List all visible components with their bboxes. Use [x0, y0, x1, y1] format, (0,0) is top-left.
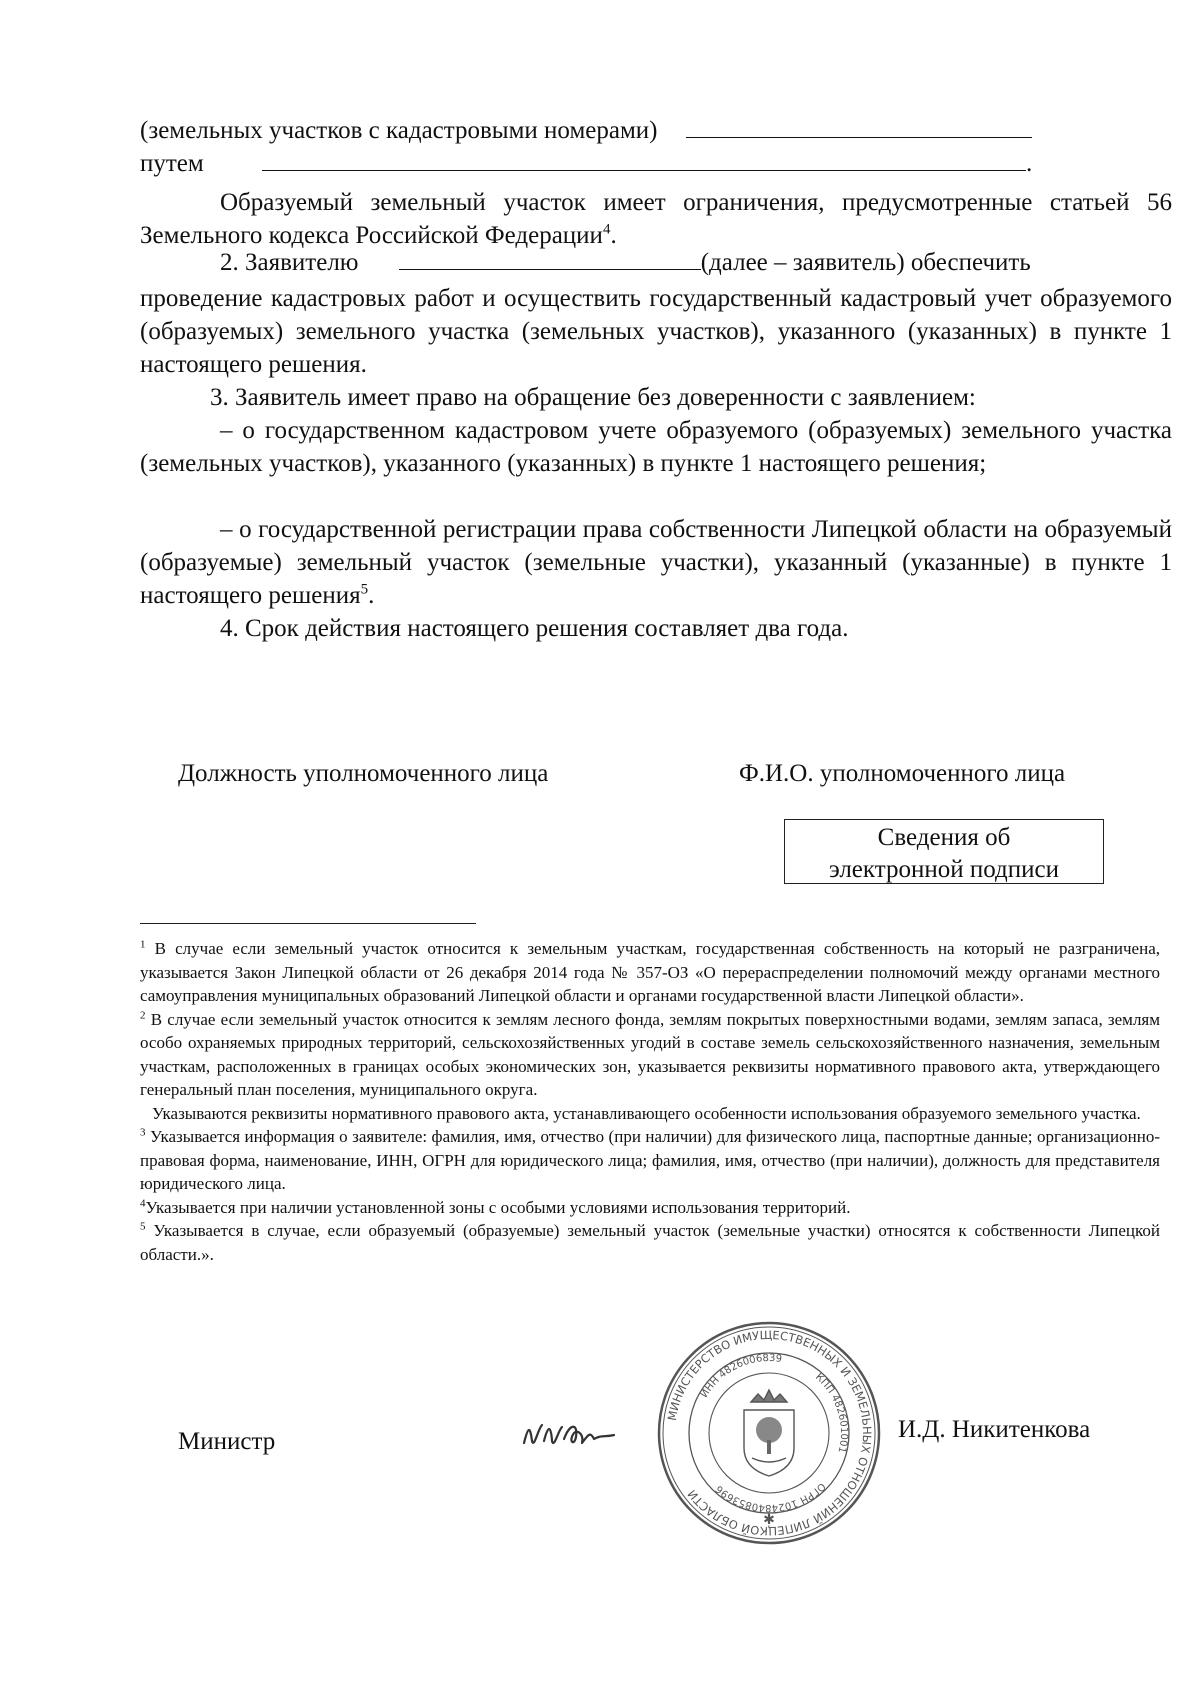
cadastral-works-text: проведение кадастровых работ и осуществить государственный кадастровый учет образуемого (образуемых) земельного участка (земельных участков), указанного (указанных) в пункте 1 настоящего решения.: [140, 285, 1172, 378]
validity-paragraph: [220, 612, 1172, 645]
esig-line-1: Сведения об: [877, 824, 1011, 851]
applicant-rights-paragraph: [210, 381, 1172, 414]
applicant-rights-text: 3. Заявитель имеет право на обращение без доверенности с заявлением:: [210, 384, 976, 411]
footnote-4: $^4$Указывается при наличии установленной зоны с особыми условиями использования территорий.: [140, 1196, 851, 1217]
cadastral-accounting-text: – о государственном кадастровом учете образуемого (образуемых) земельного участка (земельных участков), указанного (указанных) в пункте 1 настоящего решения;: [140, 417, 1172, 477]
electronic-signature-box: [784, 819, 1104, 884]
stamp-ogrn-text: ОГРН 1024840853696: [713, 1480, 828, 1514]
ownership-registration-item: [140, 513, 1172, 612]
cadastral-numbers-blank: [686, 137, 1032, 138]
stamp-outer-text: МИНИСТЕРСТВО ИМУЩЕСТВЕННЫХ И ЗЕМЕЛЬНЫХ ОТНОШЕНИЙ ЛИПЕЦКОЙ ОБЛАСТИ: [664, 1327, 875, 1539]
cadastral-numbers-line: [140, 117, 1172, 145]
cadastral-numbers-label: (земельных участков с кадастровыми номерами): [140, 117, 658, 144]
signer-name: И.Д. Никитенкова: [898, 1416, 1091, 1443]
footnote-2-continuation: Указываются реквизиты нормативного правового акта, устанавливающего особенности использования образуемого земельного участка.: [152, 1103, 1141, 1123]
cadastral-works-paragraph: [140, 282, 1172, 381]
method-blank: [262, 170, 1026, 171]
applicant-line: [220, 249, 1170, 277]
stamp-kpp-text: КПП 482601001: [812, 1371, 850, 1455]
restrictions-paragraph: [140, 186, 1172, 252]
method-line: [140, 150, 1172, 178]
stamp-inn-text: ИНН 4826006839: [699, 1352, 783, 1400]
footnote-1: $^1$ В случае если земельный участок относится к земельным участкам, государственная собственность на который не разграничена, указывается Закон Липецкой области от 26 декабря 2014 года № 357-ОЗ «О перераспределении полномочий между органами местного самоуправления муниципальных образований Липецкой области и органами государственной власти Липецкой области».: [140, 938, 1160, 1005]
validity-text: 4. Срок действия настоящего решения составляет два года.: [220, 615, 849, 642]
position-label: Должность уполномоченного лица: [178, 760, 549, 787]
handwritten-signature: [518, 1405, 628, 1460]
cadastral-accounting-item: [140, 414, 1172, 480]
official-stamp: [654, 1318, 884, 1548]
footnote-2: $^2$ В случае если земельный участок относится к землям лесного фонда, землям покрытых поверхностными водами, землям запаса, землям особо охраняемых природных территорий, сельскохозяйственных угодий в составе земель сельскохозяйственного назначения, земельным участкам, расположенных в границах особых экономических зон, указывается реквизиты нормативного правового акта, утверждающего генеральный план поселения, муниципального округа.: [140, 1008, 1160, 1099]
footnote-5: $^5$ Указывается в случае, если образуемый (образуемые) земельный участок (земельные участки) относятся к собственности Липецкой области.».: [140, 1220, 1161, 1264]
restrictions-period: .: [610, 222, 617, 249]
footnote-ref-4: 4: [602, 221, 611, 238]
ownership-registration-period: .: [368, 582, 375, 609]
footnotes: [140, 937, 1160, 1266]
minister-title: Министр: [178, 1428, 276, 1455]
applicant-label: 2. Заявителю: [220, 249, 359, 276]
ownership-registration-text: – о государственной регистрации права собственности Липецкой области на образуемый (образуемые) земельный участок (земельные участки), указанный (указанные) в пункте 1 настоящего решения: [140, 516, 1172, 609]
name-label: Ф.И.О. уполномоченного лица: [739, 760, 1066, 787]
esig-line-2: электронной подписи: [829, 856, 1059, 883]
method-period: .: [1025, 150, 1033, 177]
method-label: путем: [140, 150, 204, 177]
footnote-3: $^3$ Указывается информация о заявителе: фамилия, имя, отчество (при наличии) для физического лица, паспортные данные; организационно-правовая форма, наименование, ИНН, ОГРН для юридического лица; фамилия, имя, отчество (при наличии), должность для представителя юридического лица.: [140, 1126, 1160, 1193]
stamp-star-icon: ✱: [763, 1513, 775, 1528]
footnote-divider: [140, 923, 476, 924]
stamp-coat-of-arms-icon: [744, 1390, 794, 1476]
footnote-ref-5: 5: [360, 581, 369, 598]
applicant-continuation: (далее – заявитель) обеспечить: [700, 249, 1031, 276]
applicant-blank: [399, 269, 701, 270]
restrictions-text: Образуемый земельный участок имеет ограничения, предусмотренные статьей 56 Земельного кодекса Российской Федерации: [140, 189, 1172, 249]
